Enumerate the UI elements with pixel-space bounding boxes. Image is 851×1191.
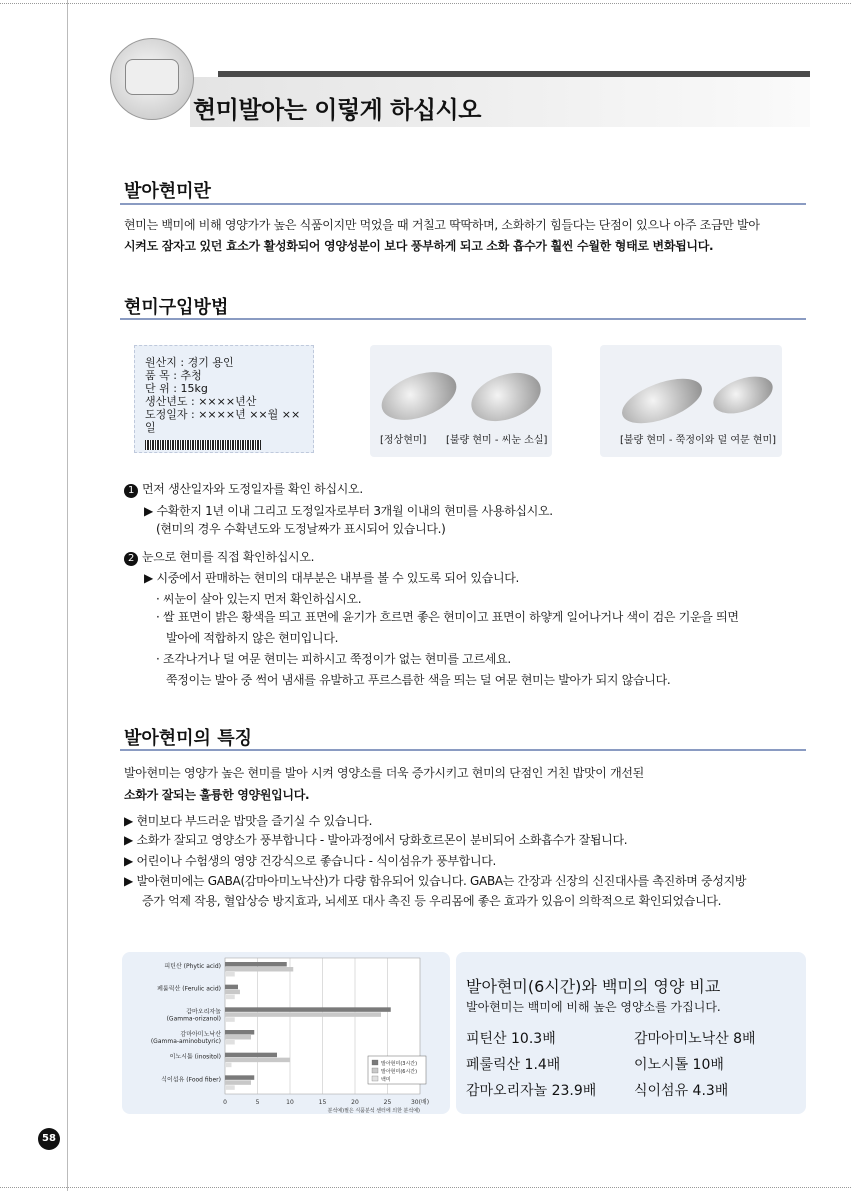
chart-bar: [225, 1040, 235, 1045]
chart-bar: [225, 1007, 391, 1012]
step-2-line: · 조각나거나 덜 여문 현미는 피하시고 쭉정이가 없는 현미를 고르세요.: [156, 652, 511, 666]
feature-bullet: ▶ 발아현미에는 GABA(감마아미노낙산)가 다량 함유되어 있습니다. GABA는 간장과 신장의 신진대사를 촉진하며 중성지방: [124, 874, 747, 888]
page-number: 58: [38, 1128, 60, 1150]
comparison-subtitle: 발아현미는 백미에 비해 높은 영양소를 가집니다.: [466, 1000, 721, 1014]
rice-photo-normal: [370, 345, 552, 457]
feature-bullet: ▶ 어린이나 수험생의 영양 건강식으로 좋습니다 - 식이섬유가 풍부합니다.: [124, 854, 497, 868]
chart-bar: [225, 1017, 235, 1022]
intro-line: 소화가 잘되는 훌륭한 영양원입니다.: [124, 788, 310, 802]
chart-category-label: 식이섬유 (Food fiber): [161, 1076, 221, 1084]
label-line: 품 목 : 추청: [145, 369, 202, 382]
photo-caption: [정상현미]: [380, 435, 427, 446]
text-line: 시켜도 잠자고 있던 효소가 활성화되어 영양성분이 보다 풍부하게 되고 소화 흡수가 훨씬 수월한 형태로 변화됩니다.: [124, 239, 714, 253]
chart-bar: [225, 1075, 254, 1080]
chart-bar: [225, 985, 238, 990]
section-divider: [120, 749, 806, 751]
package-label: [134, 345, 314, 453]
feature-bullet: ▶ 소화가 잘되고 영양소가 풍부합니다 - 발아과정에서 당화호르몬이 분비되어 소화흡수가 잘됩니다.: [124, 833, 628, 847]
feature-bullet: 증가 억제 작용, 혈압상승 방지효과, 뇌세포 대사 촉진 등 우리몸에 좋은 효과가 있음이 의학적으로 확인되었습니다.: [142, 894, 722, 908]
rice-grain-image: [465, 364, 548, 430]
chart-bar: [225, 1030, 254, 1035]
step-2-line: 쭉정이는 발아 중 썩어 냄새를 유발하고 푸르스름한 색을 띄는 덜 여문 현미는 발아가 되지 않습니다.: [166, 673, 671, 687]
step-2-line: 발아에 적합하지 않은 현미입니다.: [166, 631, 339, 645]
comparison-item: 감마아미노낙산 8배: [634, 1031, 756, 1047]
chart-bar: [225, 1012, 381, 1017]
chart-tick-label: 30(배): [410, 1099, 430, 1106]
chart-category-label: 감마오리자놀 (Gamma-orizanol): [166, 1008, 221, 1023]
chart-tick-label: 5: [255, 1099, 260, 1106]
section-divider: [120, 318, 806, 320]
chart-tick-label: 25: [383, 1099, 392, 1106]
label-line: 원산지 : 경기 용인: [145, 356, 234, 369]
chart-bar: [225, 1053, 277, 1058]
margin-line: [67, 0, 68, 1191]
step-2-line: · 씨눈이 살아 있는지 먼저 확인하십시오.: [156, 592, 362, 606]
comparison-title: 발아현미(6시간)와 백미의 영양 비교: [466, 977, 721, 996]
chart-legend-label: 발아현미(3시간): [381, 1061, 418, 1067]
chart-bar: [225, 967, 293, 972]
comparison-panel: [456, 952, 806, 1114]
page-title: 현미발아는 이렇게 하십시오: [193, 96, 481, 124]
chart-tick-label: 15: [318, 1099, 327, 1106]
chart-tick-label: 10: [286, 1099, 294, 1106]
comparison-item: 페룰릭산 1.4배: [466, 1057, 561, 1073]
chart-legend-label: 백미: [381, 1077, 391, 1083]
nutrition-bar-chart: [122, 952, 450, 1114]
section-heading-buying: 현미구입방법: [124, 297, 229, 318]
photo-caption: [불량 현미 - 쭉정이와 덜 여문 현미]: [620, 435, 777, 446]
chart-bar: [225, 1080, 251, 1085]
section1-text: [124, 215, 814, 257]
chart-bar: [225, 995, 235, 1000]
chart-category-label: 이노시톨 (inositol): [169, 1053, 221, 1061]
photo-caption: [불량 현미 - 씨눈 소실]: [446, 435, 548, 446]
step-1-line: (현미의 경우 수확년도와 도정날짜가 표시되어 있습니다.): [156, 522, 446, 536]
chart-legend-swatch: [372, 1060, 378, 1065]
bottom-dotted-border: [0, 1187, 851, 1188]
comparison-item: 식이섬유 4.3배: [634, 1083, 729, 1099]
barcode-icon: [145, 440, 261, 450]
feature-bullet: ▶ 현미보다 부드러운 밥맛을 즐기실 수 있습니다.: [124, 814, 373, 828]
top-dotted-border: [0, 3, 851, 4]
rice-grain-image: [616, 370, 707, 433]
comparison-item: 이노시톨 10배: [634, 1057, 724, 1073]
chart-bar: [225, 1058, 290, 1063]
intro-line: 발아현미는 영양가 높은 현미를 발아 시켜 영양소를 더욱 증가시키고 현미의 단점인 거친 밥맛이 개선된: [124, 766, 644, 780]
comparison-item: 피틴산 10.3배: [466, 1031, 556, 1047]
step-number-badge: 1: [124, 484, 138, 498]
step-1-line: ▶ 수확한지 1년 이내 그리고 도정일자로부터 3개월 이내의 현미를 사용하십시오.: [144, 504, 553, 518]
step-number-badge: 2: [124, 552, 138, 566]
chart-bar: [225, 972, 235, 977]
rice-photo-defective: [600, 345, 782, 457]
chart-legend-swatch: [372, 1076, 378, 1081]
step-2-title: 2 눈으로 현미를 직접 확인하십시오.: [124, 548, 314, 566]
chart-tick-label: 0: [223, 1099, 227, 1106]
step-1-title: 1 먼저 생산일자와 도정일자를 확인 하십시오.: [124, 480, 363, 498]
chart-bar: [225, 1063, 232, 1068]
comparison-item: 감마오리자놀 23.9배: [466, 1083, 597, 1099]
chart-category-label: 감마아미노낙산 (Gamma-aminobutyric): [150, 1031, 221, 1045]
chart-category-label: 페룰릭산 (Ferulic acid): [157, 985, 221, 993]
text-line: 현미는 백미에 비해 영양가가 높은 식품이지만 먹었을 때 거칠고 딱딱하며, 소화하기 힘들다는 단점이 있으나 아주 조금만 발아: [124, 218, 760, 232]
step-2-line: ▶ 시중에서 판매하는 현미의 대부분은 내부를 볼 수 있도록 되어 있습니다.: [144, 571, 520, 585]
rice-grain-image: [708, 369, 777, 420]
chart-legend-label: 발아현미(6시간): [381, 1069, 418, 1075]
chart-x-label: 분석예)필은 식품분석 센터에 의한 분석예): [327, 1108, 420, 1114]
section-divider: [120, 203, 806, 205]
step-2-line: · 쌀 표면이 밝은 황색을 띄고 표면에 윤기가 흐르면 좋은 현미이고 표면이 하얗게 일어나거나 색이 검은 기운을 띄면: [156, 610, 739, 624]
chart-category-label: 피틴산 (Phytic acid): [164, 963, 221, 970]
label-line: 생산년도 : ××××년산: [145, 395, 257, 408]
chart-tick-label: 20: [351, 1099, 359, 1106]
rice-cooker-icon: [110, 38, 194, 120]
rice-grain-image: [375, 363, 463, 429]
chart-legend-swatch: [372, 1068, 378, 1073]
section-heading-features: 발아현미의 특징: [124, 728, 252, 749]
label-line: 단 위 : 15kg: [145, 382, 208, 395]
chart-bar: [225, 1035, 251, 1040]
chart-bar: [225, 1085, 235, 1090]
nutrition-chart-panel: [122, 952, 450, 1114]
chart-bar: [225, 962, 287, 967]
chart-bar: [225, 990, 240, 995]
label-line: 도정일자 : ××××년 ××월 ××일: [145, 408, 301, 434]
section-heading-what-is: 발아현미란: [124, 181, 211, 202]
